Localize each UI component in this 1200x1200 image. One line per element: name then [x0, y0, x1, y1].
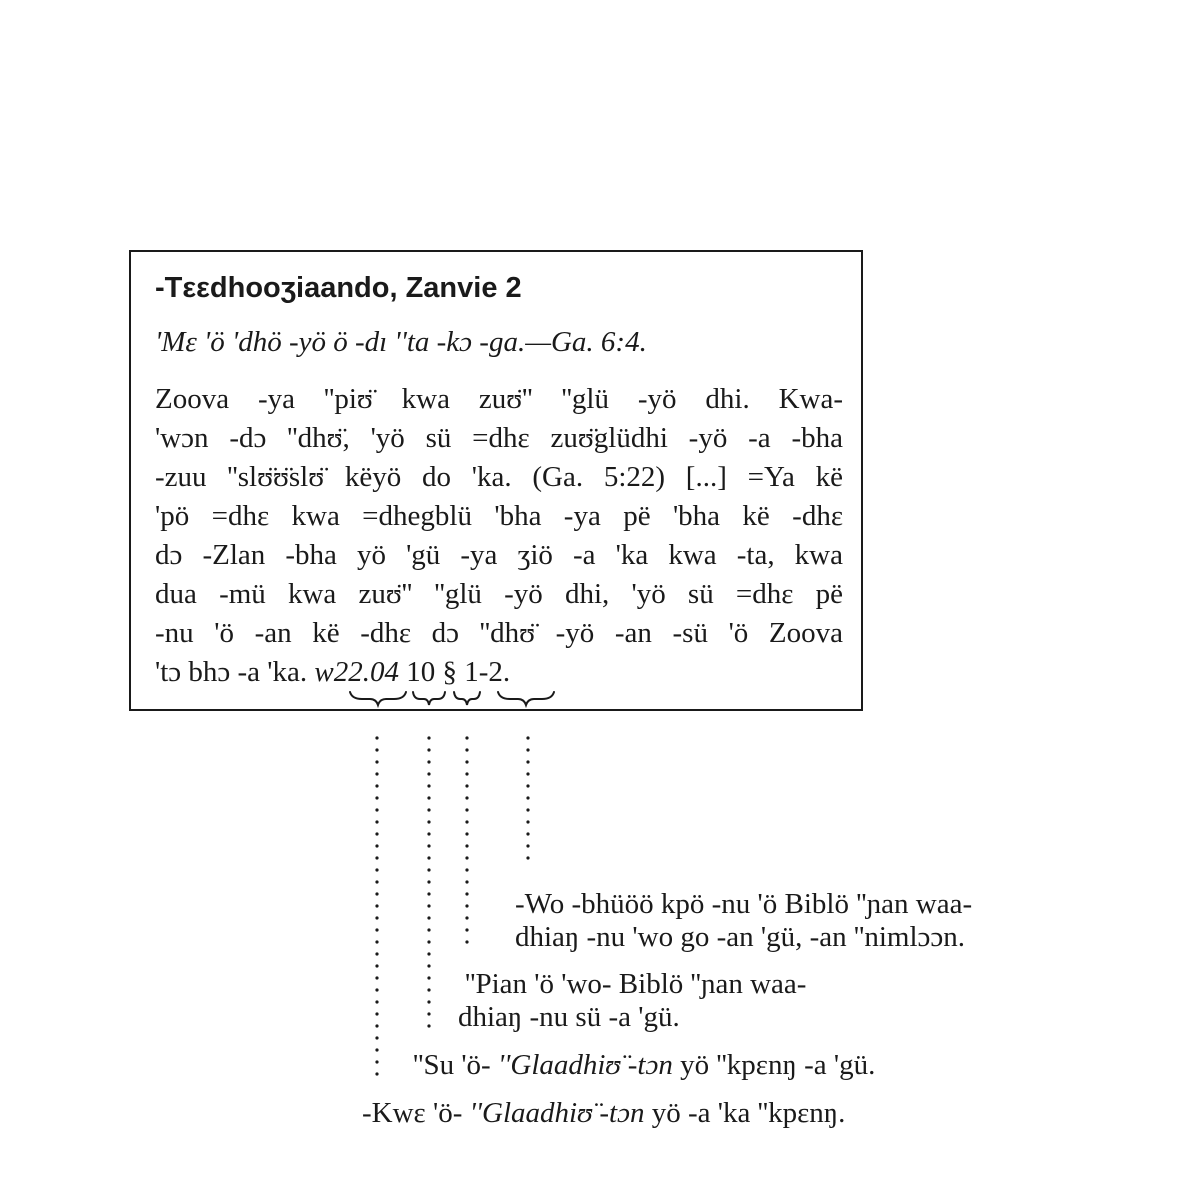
brace-publication — [350, 692, 406, 705]
brace-paragraph — [498, 692, 554, 705]
body-line: -zuu ''slʊ̈ʊ̈slʊ̈ këyö do 'ka. (Ga. 5:22) [...] =Ya kë — [155, 461, 843, 493]
issue-annotation-suffix: yö ''kpεnŋ -a 'gü. — [672, 1049, 876, 1081]
daily-text-scripture: 'Mε 'ö 'dhö -yö ö -dı ''ta -kɔ -ga.—Ga. 6:4. — [155, 326, 647, 358]
page-annotation-line: ''Pian 'ö 'wo- Biblö ''ɲan waa- — [465, 968, 807, 1000]
body-line: 'wɔn -dɔ ''dhʊ̈, 'yö sü =dhε zuʊ̈glüdhi -yö -a -bha — [155, 422, 843, 454]
reference-issue: .04 — [362, 656, 399, 688]
reference-publication: w22 — [314, 656, 363, 688]
body-line: dua -mü kwa zuʊ̈'' ''glü -yö dhi, 'yö sü =dhε pë — [155, 578, 843, 610]
brace-issue — [413, 692, 445, 705]
paragraph-annotation-line: dhiaŋ -nu 'wo go -an 'gü, -an ''nimlɔɔn. — [515, 921, 965, 953]
publication-annotation-prefix: -Kwε 'ö- — [362, 1097, 470, 1129]
body-line: -nu 'ö -an kë -dhε dɔ ''dhʊ̈ -yö -an -sü 'ö Zoova — [155, 617, 843, 649]
reference-end: . — [502, 656, 511, 688]
body-line: 'pö =dhε kwa =dhegblü 'bha -ya pë 'bha kë -dhε — [155, 500, 843, 532]
daily-text-date: -Tεεdhooʒiaando, Zanvie 2 — [155, 272, 522, 304]
publication-annotation-title: ''Glaadhiʊ̈ -tɔn — [469, 1097, 645, 1129]
reference-page: 10 — [406, 656, 436, 688]
issue-annotation-title: ''Glaadhiʊ̈ -tɔn — [497, 1049, 673, 1081]
brace-page — [454, 692, 480, 705]
publication-annotation — [362, 1097, 845, 1130]
issue-annotation — [413, 1049, 875, 1082]
page-annotation-line: dhiaŋ -nu sü -a 'gü. — [458, 1001, 680, 1033]
body-line: dɔ -Zlan -bha yö 'gü -ya ʒiö -a 'ka kwa -ta, kwa — [155, 539, 843, 571]
publication-annotation-suffix: yö -a 'ka ''kpεnŋ. — [644, 1097, 846, 1129]
body-last-line-text: 'tɔ bhɔ -a 'ka. — [155, 656, 308, 688]
page-annotation — [458, 968, 806, 1034]
body-line: Zoova -ya ''piʊ̈ kwa zuʊ̈'' ''glü -yö dhi. Kwa- — [155, 383, 843, 415]
paragraph-annotation-line: -Wo -bhüöö kpö -nu 'ö Biblö ''ɲan waa- — [515, 888, 973, 920]
reference-paragraph: § 1-2 — [442, 656, 503, 688]
issue-annotation-prefix: ''Su 'ö- — [413, 1049, 498, 1081]
paragraph-annotation — [515, 888, 972, 954]
